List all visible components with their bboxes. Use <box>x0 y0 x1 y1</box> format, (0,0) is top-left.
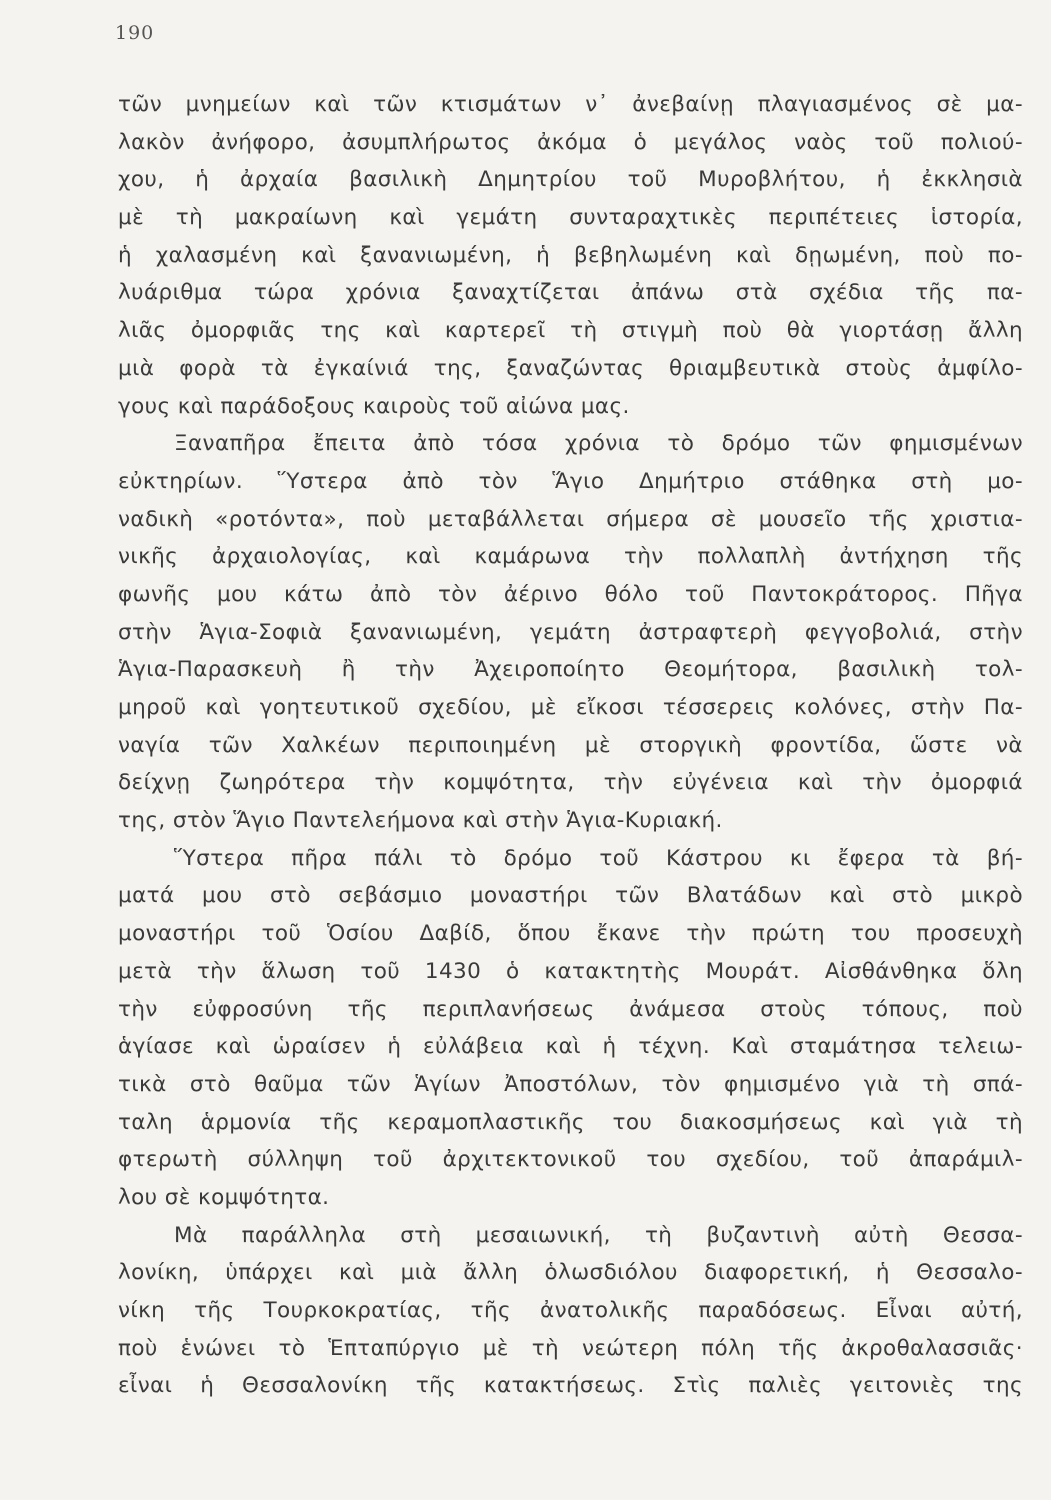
text-line: στὴν Ἁγια-Σοφιὰ ξανανιωμένη, γεμάτη ἀστραφτερὴ φεγγοβολιά, στὴν <box>118 619 1023 645</box>
paragraph-2 <box>118 425 1023 840</box>
text-line: της, στὸν Ἅγιο Παντελεήμονα καὶ στὴν Ἁγια-Κυριακή. <box>118 808 723 834</box>
text-line: Ὕστερα πῆρα πάλι τὸ δρόμο τοῦ Κάστρου κι ἔφερα τὰ βή- <box>174 845 1023 871</box>
text-line: τῶν μνημείων καὶ τῶν κτισμάτων ν᾽ ἀνεβαίνῃ πλαγιασμένος σὲ μα- <box>118 92 1023 117</box>
text-line: νίκη τῆς Τουρκοκρατίας, τῆς ἀνατολικῆς παραδόσεως. Εἶναι αὐτή, <box>118 1298 1023 1323</box>
body-text <box>118 86 1023 1405</box>
text-line: ἁγίασε καὶ ὡραίσεν ἡ εὐλάβεια καὶ ἡ τέχνη. Καὶ σταμάτησα τελειω- <box>118 1034 1023 1060</box>
text-line: φτερωτὴ σύλληψη τοῦ ἀρχιτεκτονικοῦ του σχεδίου, τοῦ ἀπαράμιλ- <box>118 1147 1023 1173</box>
text-line: ναδικὴ «ροτόντα», ποὺ μεταβάλλεται σήμερα σὲ μουσεῖο τῆς χριστια- <box>118 506 1023 532</box>
text-line: Μὰ παράλληλα στὴ μεσαιωνική, τὴ βυζαντινὴ αὐτὴ Θεσσα- <box>174 1222 1023 1248</box>
text-line: μιὰ φορὰ τὰ ἐγκαίνιά της, ξαναζώντας θριαμβευτικὰ στοὺς ἀμφίλο- <box>118 355 1023 381</box>
text-line: νικῆς ἀρχαιολογίας, καὶ καμάρωνα τὴν πολλαπλὴ ἀντήχηση τῆς <box>118 544 1023 570</box>
text-line: γους καὶ παράδοξους καιροὺς τοῦ αἰώνα μας. <box>118 393 630 419</box>
text-line: λου σὲ κομψότητα. <box>118 1184 330 1210</box>
text-line: ἡ χαλασμένη καὶ ξανανιωμένη, ἡ βεβηλωμένη καὶ δῃωμένη, ποὺ πο- <box>118 242 1023 268</box>
text-line: τικὰ στὸ θαῦμα τῶν Ἁγίων Ἀποστόλων, τὸν φημισμένο γιὰ τὴ σπά- <box>118 1071 1023 1097</box>
text-line: φωνῆς μου κάτω ἀπὸ τὸν ἀέρινο θόλο τοῦ Παντοκράτορος. Πῆγα <box>118 581 1023 607</box>
text-line: Ξαναπῆρα ἔπειτα ἀπὸ τόσα χρόνια τὸ δρόμο τῶν φημισμένων <box>174 431 1023 457</box>
text-line: μετὰ τὴν ἅλωση τοῦ 1430 ὁ κατακτητὴς Μουράτ. Αἰσθάνθηκα ὅλη <box>118 958 1023 984</box>
text-line: τὴν εὐφροσύνη τῆς περιπλανήσεως ἀνάμεσα στοὺς τόπους, ποὺ <box>118 996 1023 1022</box>
text-line: Ἁγια-Παρασκευὴ ἢ τὴν Ἀχειροποίητο Θεομήτορα, βασιλικὴ τολ- <box>118 657 1023 683</box>
text-line: ματά μου στὸ σεβάσμιο μοναστήρι τῶν Βλατάδων καὶ στὸ μικρὸ <box>118 883 1023 909</box>
text-line: εὐκτηρίων. Ὕστερα ἀπὸ τὸν Ἅγιο Δημήτριο στάθηκα στὴ μο- <box>118 468 1023 494</box>
text-line: λακὸν ἀνήφορο, ἀσυμπλήρωτος ἀκόμα ὁ μεγάλος ναὸς τοῦ πολιού- <box>118 129 1023 155</box>
text-line: λυάριθμα τώρα χρόνια ξαναχτίζεται ἀπάνω στὰ σχέδια τῆς πα- <box>118 280 1023 306</box>
text-line: λονίκη, ὑπάρχει καὶ μιὰ ἄλλη ὁλωσδιόλου διαφορετική, ἡ Θεσσαλο- <box>118 1260 1023 1286</box>
paragraph-1 <box>118 86 1023 425</box>
page-number: 190 <box>115 22 155 44</box>
text-line: χου, ἡ ἀρχαία βασιλικὴ Δημητρίου τοῦ Μυροβλήτου, ἡ ἐκκλησιὰ <box>118 167 1023 193</box>
text-line: εἶναι ἡ Θεσσαλονίκη τῆς κατακτήσεως. Στὶς παλιὲς γειτονιὲς της <box>118 1373 1023 1399</box>
text-line: λιᾶς ὀμορφιᾶς της καὶ καρτερεῖ τὴ στιγμὴ ποὺ θὰ γιορτάσῃ ἄλλη <box>118 318 1023 344</box>
text-line: δείχνῃ ζωηρότερα τὴν κομψότητα, τὴν εὐγένεια καὶ τὴν ὀμορφιά <box>118 770 1023 796</box>
text-line: ποὺ ἑνώνει τὸ Ἑπταπύργιο μὲ τὴ νεώτερη πόλη τῆς ἀκροθαλασσιᾶς· <box>118 1335 1023 1361</box>
text-line: ναγία τῶν Χαλκέων περιποιημένη μὲ στοργικὴ φροντίδα, ὥστε νὰ <box>118 732 1023 758</box>
text-line: μοναστήρι τοῦ Ὁσίου Δαβίδ, ὅπου ἔκανε τὴν πρώτη του προσευχὴ <box>118 921 1023 947</box>
text-line: μηροῦ καὶ γοητευτικοῦ σχεδίου, μὲ εἴκοσι τέσσερεις κολόνες, στὴν Πα- <box>118 695 1023 720</box>
paragraph-3 <box>118 840 1023 1217</box>
text-line: μὲ τὴ μακραίωνη καὶ γεμάτη συνταραχτικὲς περιπέτειες ἱστορία, <box>118 205 1023 231</box>
paragraph-4 <box>118 1217 1023 1405</box>
text-line: ταλη ἁρμονία τῆς κεραμοπλαστικῆς του διακοσμήσεως καὶ γιὰ τὴ <box>118 1109 1023 1135</box>
